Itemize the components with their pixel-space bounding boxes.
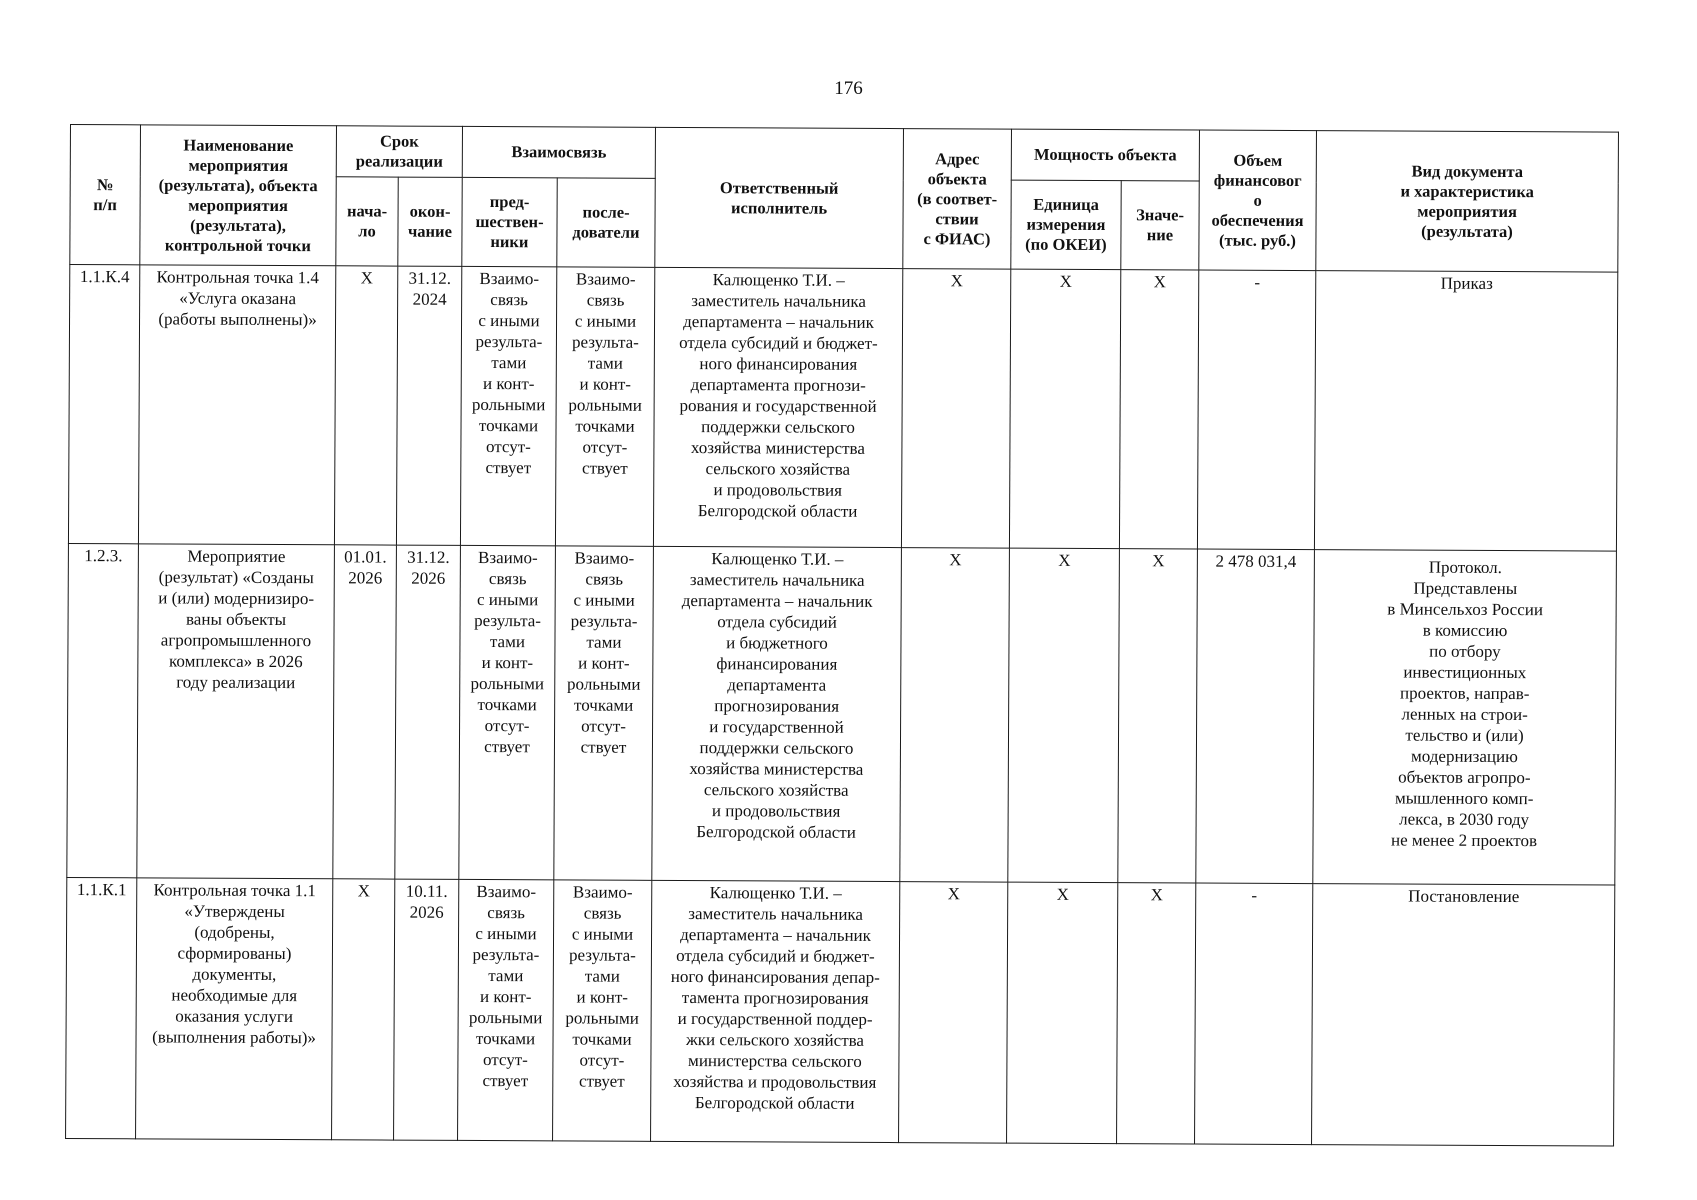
row-start: Х bbox=[332, 879, 395, 1140]
row-unit: Х bbox=[1009, 269, 1120, 549]
header-capacity: Мощность объекта bbox=[1011, 129, 1199, 181]
row-address: Х bbox=[901, 269, 1010, 549]
row-unit: Х bbox=[1007, 882, 1118, 1144]
header-link-post: после- дователи bbox=[557, 178, 655, 267]
header-num: № п/п bbox=[70, 125, 141, 265]
row-end: 31.12. 2026 bbox=[395, 545, 461, 879]
header-doc: Вид документа и характеристика мероприятия (результата) bbox=[1316, 131, 1619, 272]
row-value: Х bbox=[1117, 883, 1196, 1144]
row-value: Х bbox=[1118, 549, 1198, 883]
row-address: Х bbox=[900, 548, 1010, 883]
header-period-end: окон- чание bbox=[398, 177, 462, 266]
row-num: 1.1.К.1 bbox=[66, 877, 137, 1138]
row-finance: - bbox=[1195, 883, 1313, 1145]
table-row bbox=[66, 877, 1615, 1146]
row-post: Взаимо- связь с иными результа- тами и конт- рольными точками отсут- ствует bbox=[554, 546, 654, 880]
header-name: Наименование мероприятия (результата), объекта мероприятия (результата), контрольной точки bbox=[140, 125, 337, 266]
header-link-pred: пред- шествен- ники bbox=[462, 177, 557, 266]
row-value: Х bbox=[1119, 270, 1198, 549]
row-end: 31.12. 2024 bbox=[396, 266, 461, 545]
activities-table bbox=[65, 124, 1619, 1147]
row-name: Контрольная точка 1.4 «Услуга оказана (работы выполнены)» bbox=[138, 265, 335, 545]
row-pred: Взаимо- связь с иными результа- тами и конт- рольными точками отсут- ствует bbox=[460, 266, 556, 545]
header-row-top bbox=[70, 125, 1618, 184]
header-unit: Единица измерения (по ОКЕИ) bbox=[1011, 180, 1121, 270]
row-pred: Взаимо- связь с иными результа- тами и конт- рольными точками отсут- ствует bbox=[458, 879, 554, 1140]
row-doc: Протокол. Представлены в Минсельхоз России в комиссию по отбору инвестиционных проектов, направ- ленных на строи- тельство и (или) модернизацию объектов агропро- мышленного комп- лекса, в 2030 году не менее 2 проектов bbox=[1313, 550, 1617, 885]
table-row bbox=[68, 265, 1617, 552]
row-start: 01.01. 2026 bbox=[333, 545, 397, 879]
row-doc: Постановление bbox=[1312, 884, 1615, 1146]
header-period-start: нача- ло bbox=[336, 177, 398, 266]
header-address: Адрес объекта (в соответ- ствии с ФИАС) bbox=[903, 129, 1012, 270]
row-unit: Х bbox=[1008, 548, 1120, 883]
row-end: 10.11. 2026 bbox=[394, 879, 459, 1140]
table-row bbox=[67, 543, 1617, 885]
row-name: Контрольная точка 1.1 «Утверждены (одобрены, сформированы) документы, необходимые для оказания услуги (выполнения работы)» bbox=[136, 878, 333, 1140]
row-responsible: Калющенко Т.И. – заместитель начальника департамента – начальник отдела субсидий и бюджет- ного финансирования депар- тамента прогнозирования и государственной поддер- жки сельского хозяйства министерства сельского хозяйства и продовольствия Белгородской области bbox=[651, 880, 900, 1142]
header-link: Взаимосвязь bbox=[462, 126, 655, 178]
row-num: 1.1.К.4 bbox=[68, 265, 139, 544]
row-address: Х bbox=[899, 882, 1008, 1144]
row-post: Взаимо- связь с иными результа- тами и конт- рольными точками отсут- ствует bbox=[555, 267, 654, 546]
row-start: Х bbox=[334, 266, 397, 545]
row-post: Взаимо- связь с иными результа- тами и конт- рольными точками отсут- ствует bbox=[553, 880, 652, 1141]
row-pred: Взаимо- связь с иными результа- тами и конт- рольными точками отсут- ствует bbox=[459, 545, 556, 879]
header-responsible: Ответственный исполнитель bbox=[655, 127, 904, 268]
header-finance: Объем финансовог о обеспечения (тыс. руб.) bbox=[1199, 130, 1317, 271]
header-period: Срок реализации bbox=[336, 126, 462, 178]
row-num: 1.2.3. bbox=[67, 543, 139, 877]
row-name: Мероприятие (результат) «Созданы и (или) модернизиро- ваны объекты агропромышленного комплекса» в 2026 году реализации bbox=[137, 544, 335, 879]
row-responsible: Калющенко Т.И. – заместитель начальника департамента – начальник отдела субсидий и бюджетного финансирования департамента прогнозирования и государственной поддержки сельского хозяйства министерства сельского хозяйства и продовольствия Белгородской области bbox=[652, 546, 902, 881]
row-finance: 2 478 031,4 bbox=[1196, 549, 1315, 884]
row-doc: Приказ bbox=[1314, 271, 1617, 551]
header-value: Значе- ние bbox=[1121, 181, 1199, 270]
row-finance: - bbox=[1197, 270, 1315, 550]
page-number: 176 bbox=[834, 78, 863, 99]
row-responsible: Калющенко Т.И. – заместитель начальника департамента – начальник отдела субсидий и бюджет- ного финансирования департамента прогнози- рования и государственной поддержки сельского хозяйства министерства сельского хозяйства и продовольствия Белгородской области bbox=[653, 267, 902, 547]
